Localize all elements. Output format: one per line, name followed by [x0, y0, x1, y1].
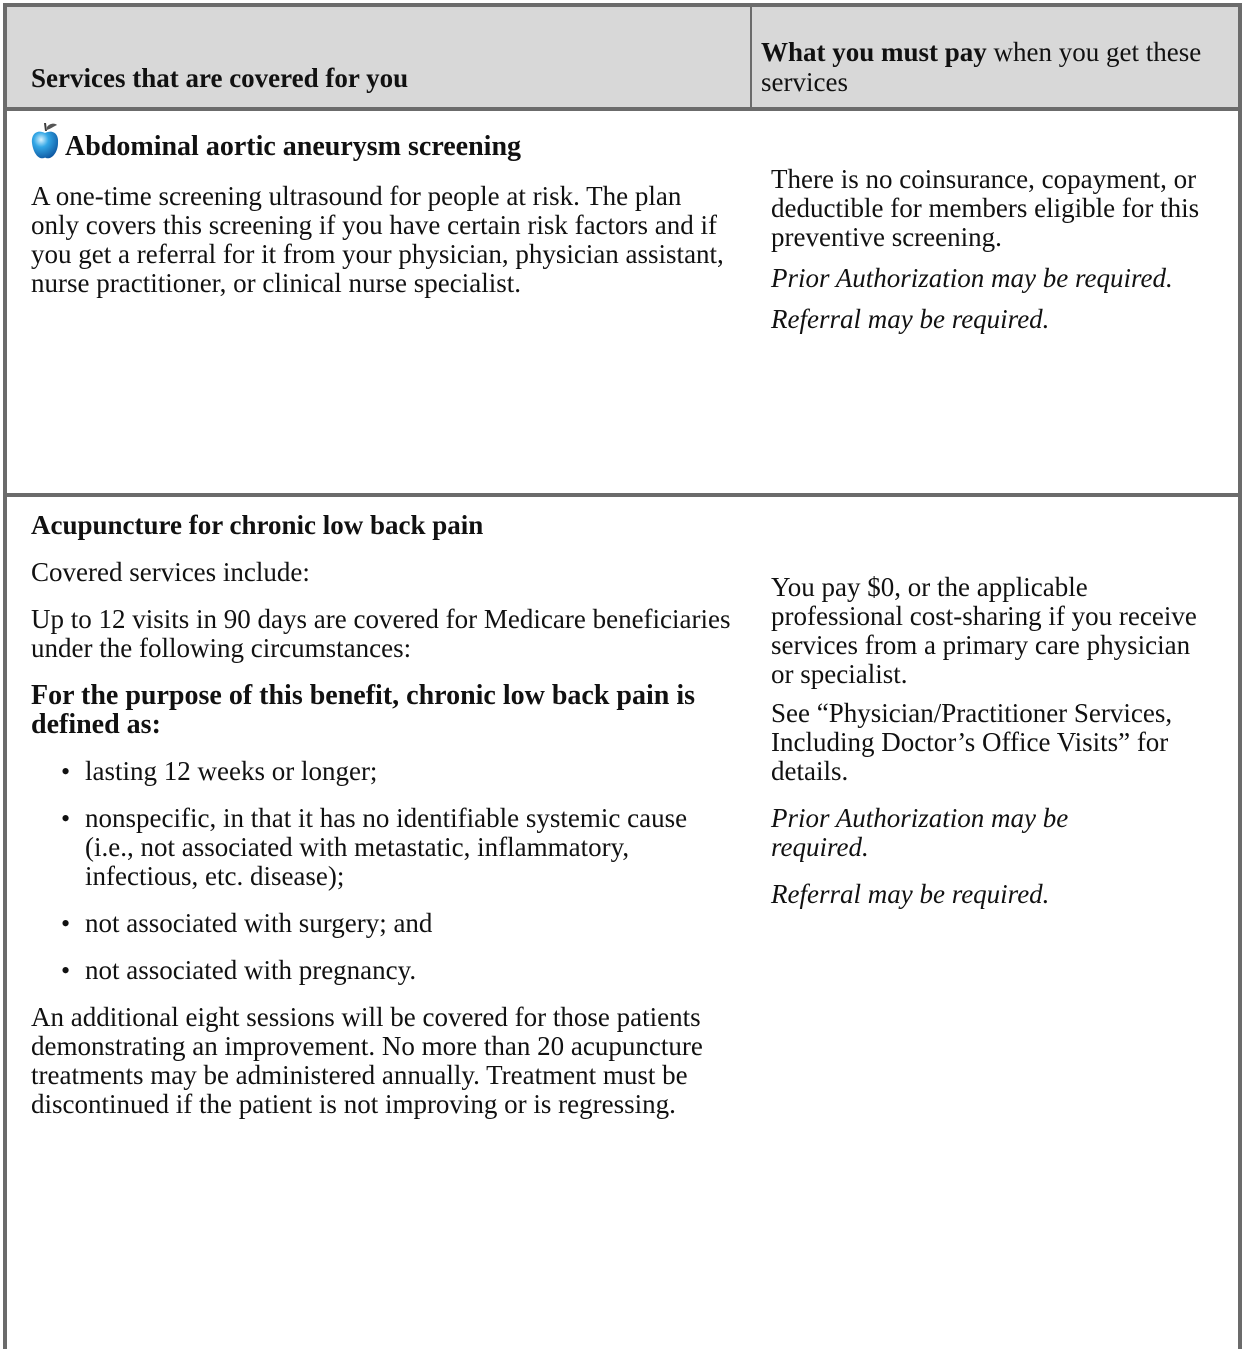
service-title — [31, 121, 731, 170]
visit-limit-text: Up to 12 visits in 90 days are covered for Medicare beneficiaries under the following circumstances: — [31, 604, 731, 663]
criteria-list — [31, 757, 731, 985]
list-item-text: nonspecific, in that it has no identifiable systemic cause (i.e., not associated with metastatic, inflammatory, infectious, etc. disease); — [85, 803, 688, 891]
see-details-text: See “Physician/Practitioner Services, Including Doctor’s Office Visits” for details. — [771, 698, 1173, 786]
header-what-you-pay-bold: What you must pay — [761, 37, 987, 67]
list-item — [31, 909, 731, 938]
row-left-cell — [31, 121, 731, 298]
list-item — [31, 804, 731, 891]
prior-authorization-note: Prior Authorization may be required. — [771, 263, 1173, 293]
header-what-you-pay — [761, 37, 1231, 97]
bullet-icon: • — [61, 909, 71, 938]
cost-text: You pay $0, or the applicable professional cost-sharing if you receive services from a primary care physician or specialist. — [771, 572, 1197, 689]
additional-sessions-text: An additional eight sessions will be covered for those patients demonstrating an improvement. No more than 20 acupuncture treatments may be administered annually. Treatment must be discontinued if the patient is not improving or is regressing. — [31, 1002, 703, 1119]
header-services-covered: Services that are covered for you — [31, 63, 409, 93]
table-header — [7, 7, 1238, 111]
list-item-text: not associated with pregnancy. — [85, 955, 417, 985]
bullet-icon: • — [61, 956, 71, 985]
list-item-text: lasting 12 weeks or longer; — [85, 756, 378, 786]
apple-icon — [31, 121, 59, 170]
covered-services-intro: Covered services include: — [31, 557, 310, 587]
bullet-icon: • — [61, 757, 71, 786]
service-title-text: Abdominal aortic aneurysm screening — [65, 131, 522, 162]
benefits-table — [3, 3, 1242, 1349]
list-item — [31, 956, 731, 985]
definition-heading: For the purpose of this benefit, chronic low back pain is defined as: — [31, 680, 696, 740]
bullet-icon: • — [61, 804, 71, 833]
list-item — [31, 757, 731, 786]
service-title: Acupuncture for chronic low back pain — [31, 510, 484, 540]
list-item-text: not associated with surgery; and — [85, 908, 433, 938]
row-left-cell — [31, 511, 731, 1119]
prior-authorization-note: Prior Authorization may be required. — [771, 803, 1069, 862]
header-column-divider — [750, 7, 752, 107]
header-what-you-pay-rest: when you get these services — [761, 37, 1202, 97]
row-right-cell — [771, 573, 1211, 909]
table-row — [7, 111, 1238, 497]
cost-text: There is no coinsurance, copayment, or deductible for members eligible for this preventive screening. — [771, 164, 1200, 252]
table-row — [7, 497, 1238, 1357]
referral-note: Referral may be required. — [771, 304, 1050, 334]
referral-note: Referral may be required. — [771, 879, 1050, 909]
row-right-cell — [771, 165, 1211, 334]
service-description: A one-time screening ultrasound for people at risk. The plan only covers this screening if you have certain risk factors and if you get a referral for it from your physician, physician assistant, nurse practitioner, or clinical nurse specialist. — [31, 181, 724, 298]
